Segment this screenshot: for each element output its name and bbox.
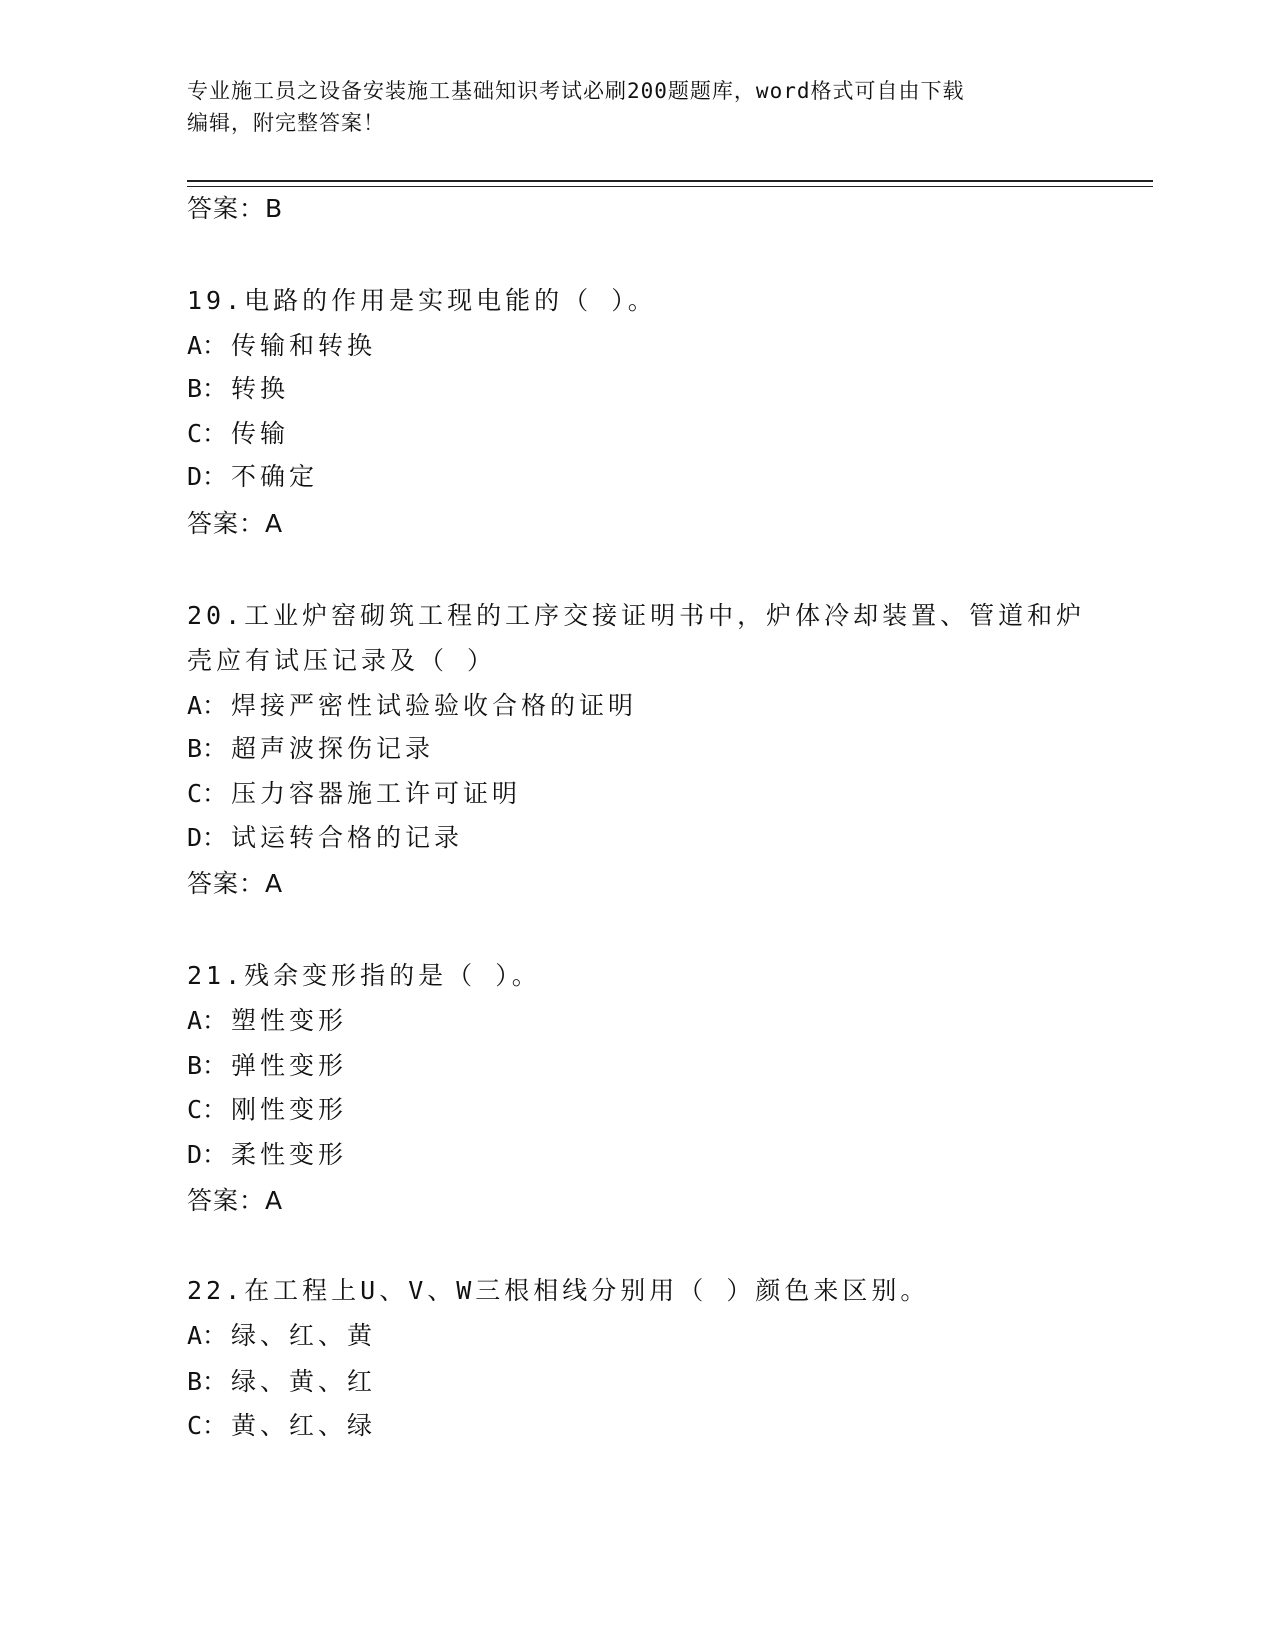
option-b: [187, 1050, 347, 1082]
option-c: [187, 1094, 347, 1126]
question-stem: 20.工业炉窑砌筑工程的工序交接证明书中，炉体冷却装置、管道和炉壳应有试压记录及（ ）: [187, 601, 1086, 675]
option-a: [187, 1320, 376, 1352]
option-text: 压力容器施工许可证明: [231, 779, 522, 808]
option-c: [187, 778, 521, 810]
option-text: 绿、黄、红: [231, 1367, 377, 1396]
option-letter: C：: [187, 1095, 228, 1124]
answer-label: 答案：A: [187, 509, 284, 538]
option-d: [187, 1139, 347, 1171]
header-line-1: 专业施工员之设备安装施工基础知识考试必刷200题题库，word格式可自由下载: [187, 79, 965, 103]
option-b: [187, 373, 289, 405]
answer-label: 答案：B: [187, 194, 284, 223]
option-a: [187, 1005, 347, 1037]
answer-label: 答案：A: [187, 1186, 284, 1215]
option-letter: B：: [187, 1367, 228, 1396]
option-text: 刚性变形: [231, 1095, 348, 1124]
option-b: [187, 733, 434, 765]
answer-label: 答案：A: [187, 869, 284, 898]
option-text: 塑性变形: [231, 1006, 348, 1035]
header-line-2: 编辑，附完整答案！: [187, 111, 385, 135]
option-letter: D：: [187, 462, 228, 491]
option-letter: C：: [187, 419, 228, 448]
option-text: 转换: [231, 374, 290, 403]
option-letter: A：: [187, 1006, 228, 1035]
option-text: 黄、红、绿: [231, 1411, 377, 1440]
option-text: 试运转合格的记录: [231, 823, 464, 852]
option-letter: B：: [187, 1051, 228, 1080]
option-text: 传输: [231, 419, 290, 448]
option-letter: A：: [187, 1321, 228, 1350]
option-letter: A：: [187, 691, 228, 720]
question-stem: 22.在工程上U、V、W三根相线分别用（ ）颜色来区别。: [187, 1276, 930, 1305]
question-stem: 19.电路的作用是实现电能的（ ）。: [187, 286, 657, 315]
option-letter: C：: [187, 779, 228, 808]
option-c: [187, 1410, 376, 1442]
option-a: [187, 690, 637, 722]
option-text: 传输和转换: [231, 331, 377, 360]
option-text: 绿、红、黄: [231, 1321, 377, 1350]
option-text: 弹性变形: [231, 1051, 348, 1080]
option-a: [187, 330, 376, 362]
page-header: [187, 75, 1077, 139]
header-divider: [187, 180, 1153, 187]
option-letter: B：: [187, 734, 228, 763]
option-letter: C：: [187, 1411, 228, 1440]
option-text: 柔性变形: [231, 1140, 348, 1169]
option-c: [187, 418, 289, 450]
option-d: [187, 822, 463, 854]
option-letter: D：: [187, 823, 228, 852]
option-text: 不确定: [231, 462, 319, 491]
option-text: 焊接严密性试验验收合格的证明: [231, 691, 638, 720]
option-letter: A：: [187, 331, 228, 360]
option-letter: B：: [187, 374, 228, 403]
option-letter: D：: [187, 1140, 228, 1169]
option-text: 超声波探伤记录: [231, 734, 435, 763]
question-stem: 21.残余变形指的是（ ）。: [187, 961, 541, 990]
option-d: [187, 461, 318, 493]
option-b: [187, 1366, 376, 1398]
